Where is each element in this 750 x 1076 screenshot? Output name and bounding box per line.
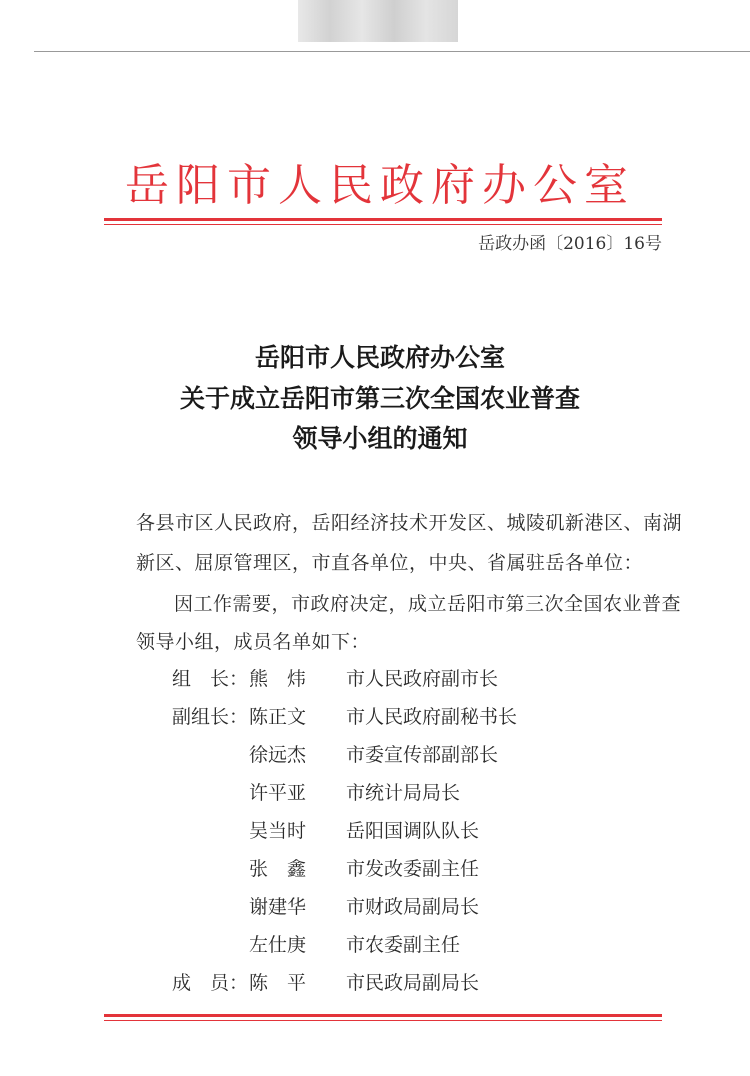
member-title: 市财政局副局长 [346, 896, 480, 918]
member-name: 张 鑫 [249, 858, 307, 880]
footer-red-rule-thick [104, 1014, 662, 1017]
recipients-line-1: 各县市区人民政府，岳阳经济技术开发区、城陵矶新港区、南湖 [136, 512, 683, 534]
member-title: 岳阳国调队队长 [346, 820, 480, 842]
member-name: 许平亚 [249, 782, 307, 804]
member-title: 市民政局副局长 [346, 972, 480, 994]
member-name: 左仕庚 [249, 934, 307, 956]
masthead-red-rule-thick [104, 218, 662, 221]
title-line-1: 岳阳市人民政府办公室 [254, 343, 505, 372]
body-line-2: 领导小组，成员名单如下： [136, 631, 371, 653]
member-title: 市发改委副主任 [346, 858, 480, 880]
member-title: 市人民政府副市长 [346, 668, 499, 690]
role-leader-label: 组 长： [172, 668, 249, 690]
title-line-3: 领导小组的通知 [292, 424, 468, 453]
member-title: 市人民政府副秘书长 [346, 706, 518, 728]
member-name: 陈 平 [249, 972, 307, 994]
member-name: 熊 炜 [249, 668, 307, 690]
member-title: 市农委副主任 [346, 934, 461, 956]
member-title: 市委宣传部副部长 [346, 744, 499, 766]
body-line-1: 因工作需要，市政府决定，成立岳阳市第三次全国农业普查 [174, 593, 682, 615]
scanner-edge-tab [298, 0, 458, 42]
title-line-2: 关于成立岳阳市第三次全国农业普查 [179, 384, 580, 413]
member-name: 陈正文 [249, 706, 307, 728]
document-number: 岳政办函〔2016〕16号 [478, 234, 662, 254]
document-masthead: 岳阳市人民政府办公室 [125, 160, 635, 211]
footer-red-rule-thin [104, 1020, 662, 1021]
member-name: 徐远杰 [249, 744, 307, 766]
recipients-line-2: 新区、屈原管理区，市直各单位，中央、省属驻岳各单位： [136, 552, 644, 574]
member-name: 吴当时 [249, 820, 307, 842]
page-top-edge [34, 51, 750, 52]
member-title: 市统计局局长 [346, 782, 461, 804]
masthead-red-rule-thin [104, 224, 662, 225]
role-member-label: 成 员： [172, 972, 249, 994]
role-deputy-label: 副组长： [172, 706, 249, 728]
member-name: 谢建华 [249, 896, 307, 918]
